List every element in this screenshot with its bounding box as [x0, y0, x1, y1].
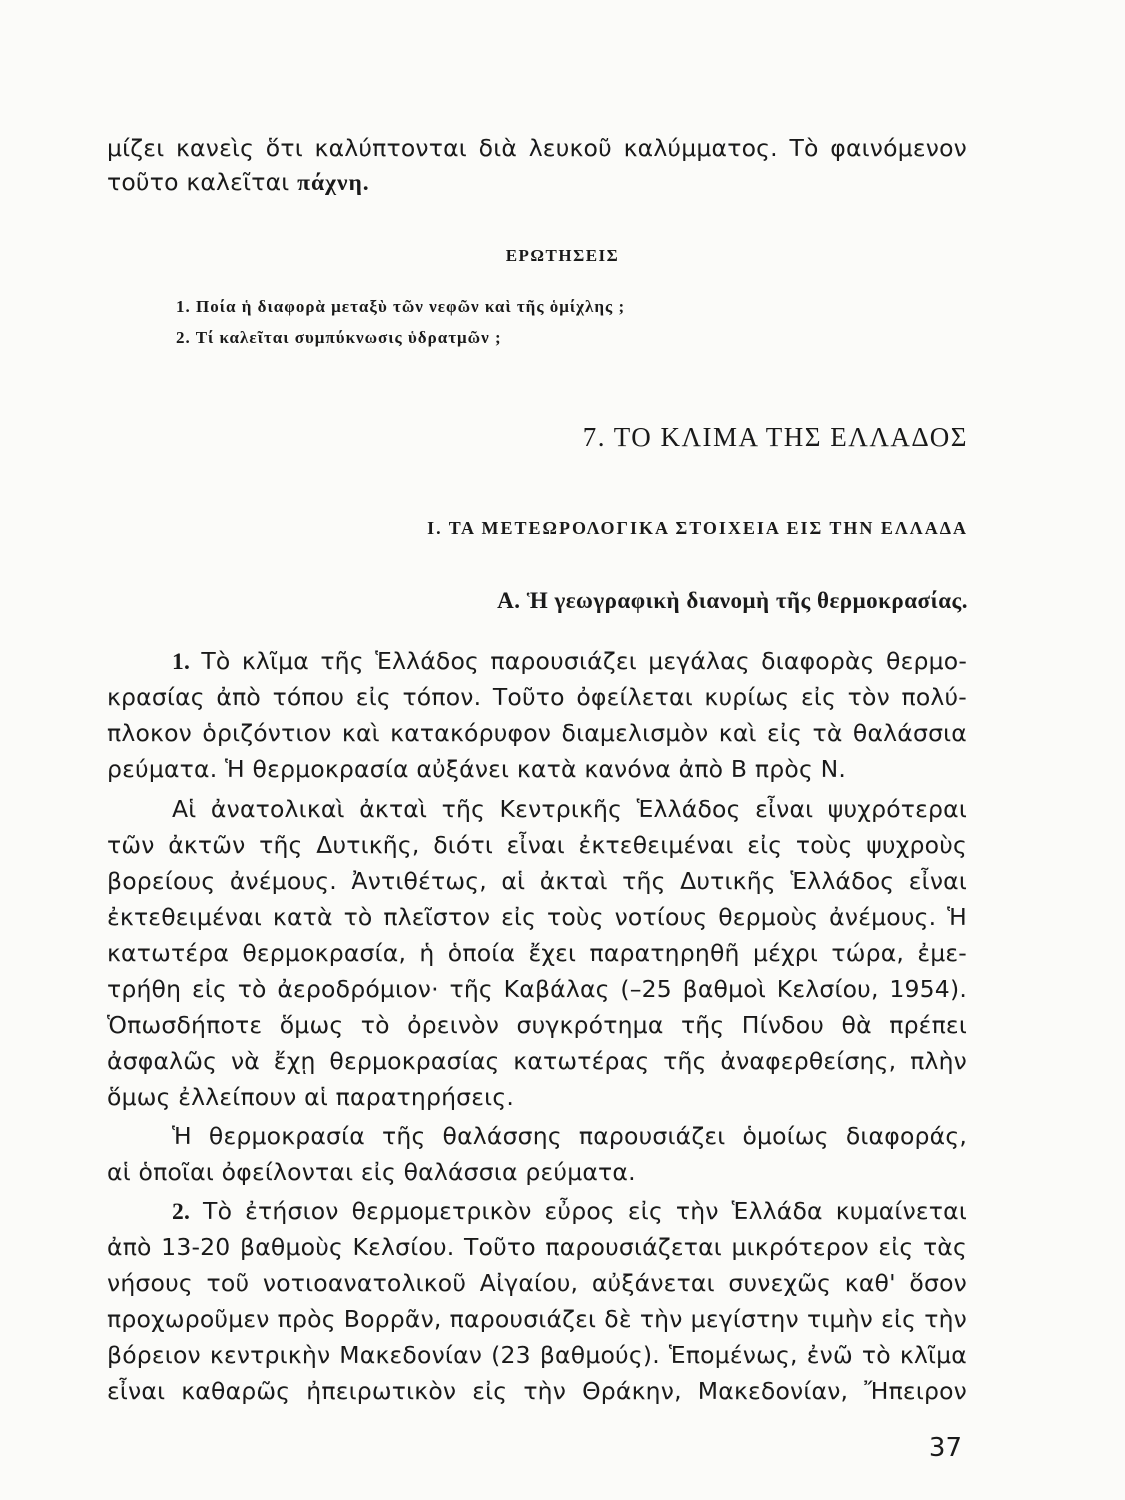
body-line: τῶν ἀκτῶν τῆς Δυτικῆς, διότι εἶναι ἐκτεθειμέναι εἰς τοὺς ψυχροὺς: [107, 831, 967, 859]
body-line: εἶναι καθαρῶς ἠπειρωτικὸν εἰς τὴν Θράκην, Μακεδονίαν, Ἤπειρον: [107, 1377, 967, 1405]
body-line: κρασίας ἀπὸ τόπου εἰς τόπον. Τοῦτο ὀφείλεται κυρίως εἰς τὸν πολύ-: [107, 683, 967, 711]
intro-line: μίζει κανεὶς ὅτι καλύπτονται διὰ λευκοῦ καλύμματος. Τὸ φαινόμενον: [107, 134, 967, 162]
body-line: κατωτέρα θερμοκρασία, ἡ ὁποία ἔχει παρατηρηθῆ μέχρι τώρα, ἐμε-: [107, 939, 967, 967]
question-item: 1. Ποία ἡ διαφορὰ μεταξὺ τῶν νεφῶν καὶ τῆς ὁμίχλης ;: [176, 297, 626, 316]
question-item: 2. Τί καλεῖται συμπύκνωσις ὑδρατμῶν ;: [176, 328, 502, 347]
paragraph-number: 2.: [172, 1199, 191, 1225]
body-line: πλοκον ὁριζόντιον καὶ κατακόρυφον διαμελισμὸν καὶ εἰς τὰ θαλάσσια: [107, 719, 967, 747]
body-line: προχωροῦμεν πρὸς Βορρᾶν, παρουσιάζει δὲ τὴν μεγίστην τιμὴν εἰς τὴν: [107, 1305, 967, 1333]
body-text: Τὸ ἐτήσιον θερμομετρικὸν εὖρος εἰς τὴν Ἑλλάδα κυμαίνεται: [203, 1197, 967, 1225]
body-line: ρεύματα. Ἡ θερμοκρασία αὐξάνει κατὰ κανόνα ἀπὸ Β πρὸς Ν.: [107, 755, 847, 783]
body-line: [172, 644, 967, 679]
section-title: Ι. ΤΑ ΜΕΤΕΩΡΟΛΟΓΙΚΑ ΣΤΟΙΧΕΙΑ ΕΙΣ ΤΗΝ ΕΛΛΑΔΑ: [427, 518, 968, 538]
paragraph-number: 1.: [172, 649, 191, 675]
body-line: Ὁπωσδήποτε ὅμως τὸ ὀρεινὸν συγκρότημα τῆς Πίνδου θὰ πρέπει: [107, 1011, 967, 1039]
intro-term: πάχνη.: [297, 170, 370, 196]
body-line: αἱ ὁποῖαι ὀφείλονται εἰς θαλάσσια ρεύματα.: [107, 1158, 636, 1186]
body-line: νήσους τοῦ νοτιοανατολικοῦ Αἰγαίου, αὐξάνεται συνεχῶς καθ' ὅσον: [107, 1269, 967, 1297]
subsection-title: Α. Ἡ γεωγραφικὴ διανομὴ τῆς θερμοκρασίας.: [497, 588, 968, 613]
body-line: βορείους ἀνέμους. Ἀντιθέτως, αἱ ἀκταὶ τῆς Δυτικῆς Ἑλλάδος εἶναι: [107, 867, 967, 895]
body-line: ἀσφαλῶς νὰ ἔχῃ θερμοκρασίας κατωτέρας τῆς ἀναφερθείσης, πλὴν: [107, 1047, 967, 1075]
body-line: [172, 1194, 967, 1229]
body-line: ἐκτεθειμέναι κατὰ τὸ πλεῖστον εἰς τοὺς νοτίους θερμοὺς ἀνέμους. Ἡ: [107, 903, 967, 931]
page-number: 37: [928, 1433, 962, 1463]
body-text: Τὸ κλῖμα τῆς Ἑλλάδος παρουσιάζει μεγάλας διαφορὰς θερμο-: [201, 647, 968, 675]
body-line: Αἱ ἀνατολικαὶ ἀκταὶ τῆς Κεντρικῆς Ἑλλάδος εἶναι ψυχρότεραι: [172, 795, 967, 823]
body-line: ὅμως ἐλλείπουν αἱ παρατηρήσεις.: [107, 1083, 514, 1111]
body-line: τρήθη εἰς τὸ ἀεροδρόμιον· τῆς Καβάλας (–25 βαθμοὶ Κελσίου, 1954).: [107, 975, 967, 1003]
intro-line: [107, 165, 967, 200]
body-line: Ἡ θερμοκρασία τῆς θαλάσσης παρουσιάζει ὁμοίως διαφοράς,: [172, 1122, 967, 1150]
intro-text: τοῦτο καλεῖται: [107, 168, 298, 196]
body-line: ἀπὸ 13-20 βαθμοὺς Κελσίου. Τοῦτο παρουσιάζεται μικρότερον εἰς τὰς: [107, 1233, 967, 1261]
questions-heading: ΕΡΩΤΗΣΕΙΣ: [505, 246, 620, 265]
chapter-title: 7. ΤΟ ΚΛΙΜΑ ΤΗΣ ΕΛΛΑΔΟΣ: [582, 422, 968, 452]
body-line: βόρειον κεντρικὴν Μακεδονίαν (23 βαθμούς). Ἑπομένως, ἐνῶ τὸ κλῖμα: [107, 1341, 967, 1369]
